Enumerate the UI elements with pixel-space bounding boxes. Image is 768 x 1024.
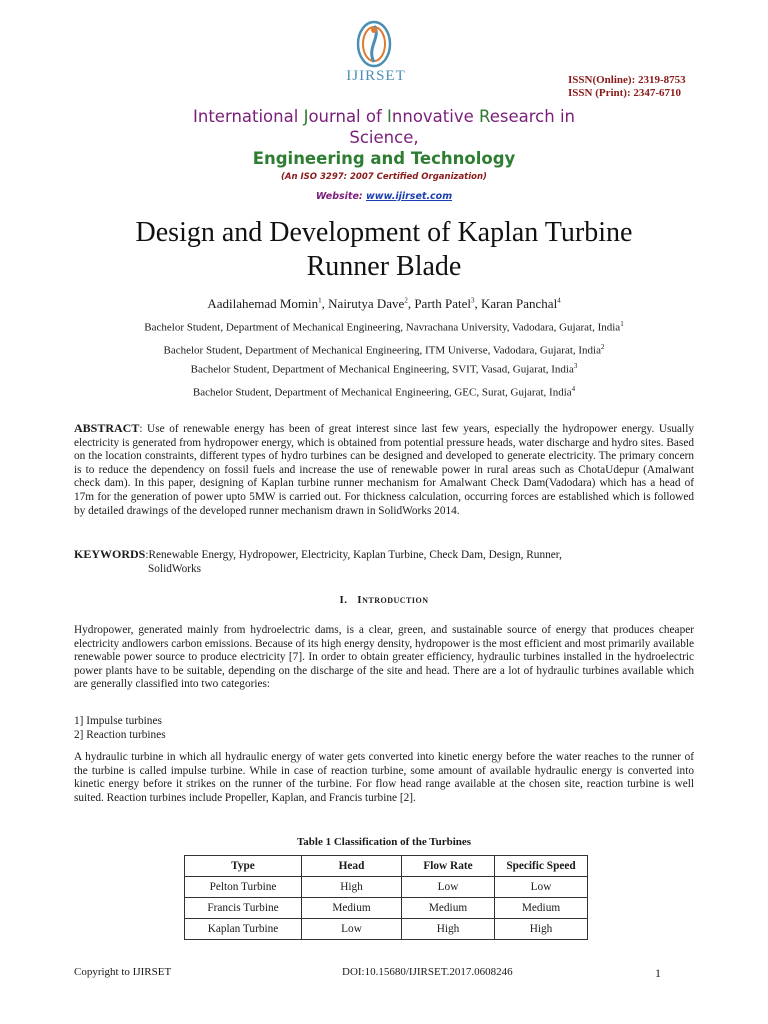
affiliation-4: Bachelor Student, Department of Mechanical Engineering, GEC, Surat, Gujarat, India$^4$ — [192, 385, 576, 399]
journal-website: Website: www.ijirset.com — [315, 191, 453, 202]
journal-name: International Journal of Innovative Research in Science, — [193, 107, 575, 147]
column-header: Head — [302, 856, 402, 877]
logo-text: IJIRSET — [346, 68, 406, 84]
table-row — [185, 919, 588, 940]
journal-name-line2: Engineering and Technology — [252, 149, 516, 168]
turbine-classification-table — [184, 855, 588, 940]
affiliation-2: Bachelor Student, Department of Mechanical Engineering, ITM Universe, Vadodara, Gujarat, India$^2$ — [163, 343, 605, 357]
paper-title: Design and Development of Kaplan Turbine Runner Blade — [135, 217, 633, 282]
table-cell: Medium — [302, 898, 402, 919]
table-caption: Table 1 Classification of the Turbines — [296, 836, 472, 848]
issn-online: ISSN(Online): 2319-8753 — [568, 74, 686, 86]
page-number: 1 — [655, 966, 661, 980]
table-cell: Medium — [495, 898, 588, 919]
table-cell: Francis Turbine — [185, 898, 302, 919]
iso-certification: (An ISO 3297: 2007 Certified Organization) — [281, 172, 487, 182]
list-item: 1] Impulse turbines — [74, 715, 162, 727]
column-header: Flow Rate — [402, 856, 495, 877]
website-link[interactable]: www.ijirset.com — [366, 191, 453, 202]
section-heading-introduction: I. Introduction — [339, 594, 429, 606]
table-cell: High — [302, 877, 402, 898]
turbine-list — [74, 714, 166, 742]
issn-block — [568, 74, 686, 100]
column-header: Specific Speed — [495, 856, 588, 877]
table-cell: Low — [302, 919, 402, 940]
list-item: 2] Reaction turbines — [74, 729, 166, 741]
intro-paragraph-1: Hydropower, generated mainly from hydroelectric dams, is a clear, green, and sustainable source of energy that produces cheaper electricity andlowers carbon emissions. Because of its high energy density, hydropower is the most efficient and most primarily available renewable power source to produce electricity [7]. In order to obtain greater efficiency, hydraulic turbines installed in the hydroelectric power plants have to be suitable, depending on the discharge of the site and head. There are a lot of hydraulic turbines available which are generally classified into two categories: — [74, 624, 695, 691]
author-list: Aadilahemad Momin$^1$, Nairutya Dave$^2$, Parth Patel$^3$, Karan Panchal$^4$ — [207, 296, 561, 311]
table-header-row — [185, 856, 588, 877]
issn-print: ISSN (Print): 2347-6710 — [568, 87, 682, 99]
table-row — [185, 877, 588, 898]
intro-paragraph-2: A hydraulic turbine in which all hydraulic energy of water gets converted into kinetic energy before the water reaches to the runner of the turbine is called impulse turbine. While in case of reaction turbine, some amount of available hydraulic energy is converted into kinetic energy before it strikes on the runner of the turbine. For flow head range available at the chosen site, reaction turbine is well suited. Reaction turbines include Propeller, Kaplan, and Francis turbine [2]. — [74, 751, 694, 804]
table-row — [185, 898, 588, 919]
table-cell: Low — [402, 877, 495, 898]
table-cell: Kaplan Turbine — [185, 919, 302, 940]
table-cell: Low — [495, 877, 588, 898]
footer-copyright: Copyright to IJIRSET — [74, 966, 172, 978]
table-cell: High — [495, 919, 588, 940]
table-cell: High — [402, 919, 495, 940]
keywords: KEYWORDS:Renewable Energy, Hydropower, Electricity, Kaplan Turbine, Check Dam, Design, Runner, SolidWorks — [74, 547, 562, 575]
column-header: Type — [185, 856, 302, 877]
abstract: ABSTRACT: Use of renewable energy has been of great interest since last few years, especially the hydropower energy. Usually electricity is generated from hydropower energy, which is obtained from potential pressure heads, water discharge and hydro sites. Based on the location constraints, different types of hydro turbines can be designed and developed to generate electricity. The primary concern is to reduce the dependency on fossil fuels and increase the use of renewable power in rural areas such as ChotaUdepur (Amalwant check dam). In this paper, designing of Kaplan turbine runner mechanism for Amalwant Check Dam(Vadodara) which has a head of 17m for the generation of power upto 5MW is carried out. For thickness calculation, occurring forces are established which is followed by detailed drawings of the developed runner mechanism drawn in SolidWorks 2014. — [74, 421, 694, 517]
affiliation-1: Bachelor Student, Department of Mechanical Engineering, Navrachana University, Vadodara, Gujarat, India$^1$ — [144, 320, 624, 334]
footer-doi: DOI:10.15680/IJIRSET.2017.0608246 — [342, 966, 513, 978]
table-cell: Medium — [402, 898, 495, 919]
affiliation-3: Bachelor Student, Department of Mechanical Engineering, SVIT, Vasad, Gujarat, India$^3$ — [190, 362, 578, 376]
table-cell: Pelton Turbine — [185, 877, 302, 898]
